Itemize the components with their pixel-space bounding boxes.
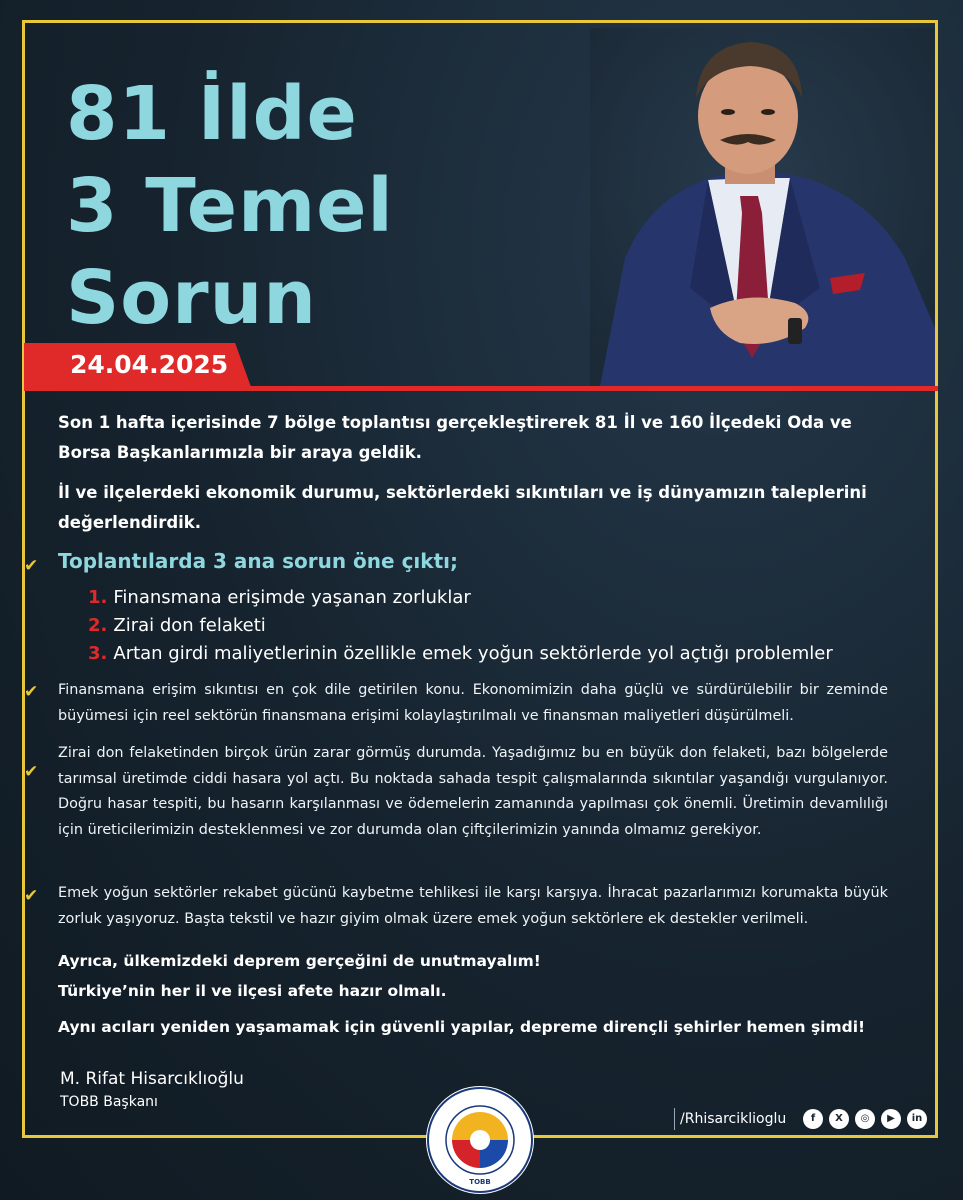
closing-line-3: Aynı acıları yeniden yaşamamak için güvenli yapılar, depreme dirençli şehirler hemen şimdi! [58,1018,866,1036]
list-text: Finansmana erişimde yaşanan zorluklar [113,587,471,608]
handle-separator [674,1108,675,1130]
closing-line-1: Ayrıca, ülkemizdeki deprem gerçeğini de unutmayalım! [58,952,541,970]
problems-list [88,584,833,668]
list-text: Zirai don felaketi [113,615,266,636]
linkedin-icon[interactable]: in [907,1109,927,1129]
check-icon: ✔ [24,886,39,906]
list-item [88,612,833,640]
social-icons [803,1109,927,1129]
speaker-portrait [590,28,935,386]
x-icon[interactable]: X [829,1109,849,1129]
list-text: Artan girdi maliyetlerinin özellikle emek yoğun sektörlerde yol açtığı problemler [113,643,833,664]
red-divider [24,386,938,391]
labor-paragraph: Emek yoğun sektörler rekabet gücünü kaybetme tehlikesi ile karşı karşıya. İhracat pazarlarımızı korumakta büyük zorluk yaşıyoruz. Başta tekstil ve hazır giyim olmak üzere emek yoğun sektörlere ek destekler verilmeli. [58,885,888,927]
intro-paragraph-1: Son 1 hafta içerisinde 7 bölge toplantısı gerçekleştirerek 81 İl ve 160 İlçedeki Oda ve Borsa Başkanlarımızla bir araya geldik. [58,413,852,462]
list-number: 1. [88,587,108,608]
tobb-seal-logo [424,1084,536,1196]
check-icon: ✔ [24,556,39,576]
date-label: 24.04.2025 [70,350,229,379]
list-item [88,584,833,612]
instagram-icon[interactable]: ◎ [855,1109,875,1129]
finance-paragraph: Finansmana erişim sıkıntısı en çok dile getirilen konu. Ekonomimizin daha güçlü ve sürdürülebilir bir zeminde büyümesi için reel sektörün finansmana erişimi kolaylaştırılmalı ve finansman maliyetleri düşürülmeli. [58,682,888,724]
frost-paragraph: Zirai don felaketinden birçok ürün zarar görmüş durumda. Yaşadığımız bu en büyük don felaketi, bazı bölgelerde tarımsal üretimde ciddi hasara yol açtı. Bu noktada sahada tespit çalışmalarında sıkıntılar yaşandığı vurgulanıyor. Doğru hasar tespiti, bu hasarın karşılanması ve ödemelerin zamanında yapılması çok önemli. Üretimin devamlılığı için üreticilerimizin desteklenmesi ve zor durumda olan çiftçilerimizin yanında olmamız gerekiyor. [58,745,888,838]
problems-headline: Toplantılarda 3 ana sorun öne çıktı; [58,549,458,573]
closing-line-2: Türkiye’nin her il ve ilçesi afete hazır olmalı. [58,982,447,1000]
list-number: 2. [88,615,108,636]
social-handle[interactable]: /Rhisarciklioglu [680,1111,787,1127]
check-icon: ✔ [24,682,39,702]
title-line-3: Sorun [66,255,317,341]
signature-name: M. Rifat Hisarcıklıoğlu [60,1069,244,1089]
title-line-2: 3 Temel [66,163,394,249]
list-number: 3. [88,643,108,664]
youtube-icon[interactable]: ▶ [881,1109,901,1129]
facebook-icon[interactable]: f [803,1109,823,1129]
signature-role: TOBB Başkanı [60,1094,158,1110]
check-icon: ✔ [24,762,39,782]
page-title [66,68,394,344]
title-line-1: 81 İlde [66,71,358,157]
svg-text:TOBB: TOBB [469,1178,491,1186]
intro-paragraph-2: İl ve ilçelerdeki ekonomik durumu, sektörlerdeki sıkıntıları ve iş dünyamızın taleplerini değerlendirdik. [58,483,867,532]
list-item [88,640,833,668]
